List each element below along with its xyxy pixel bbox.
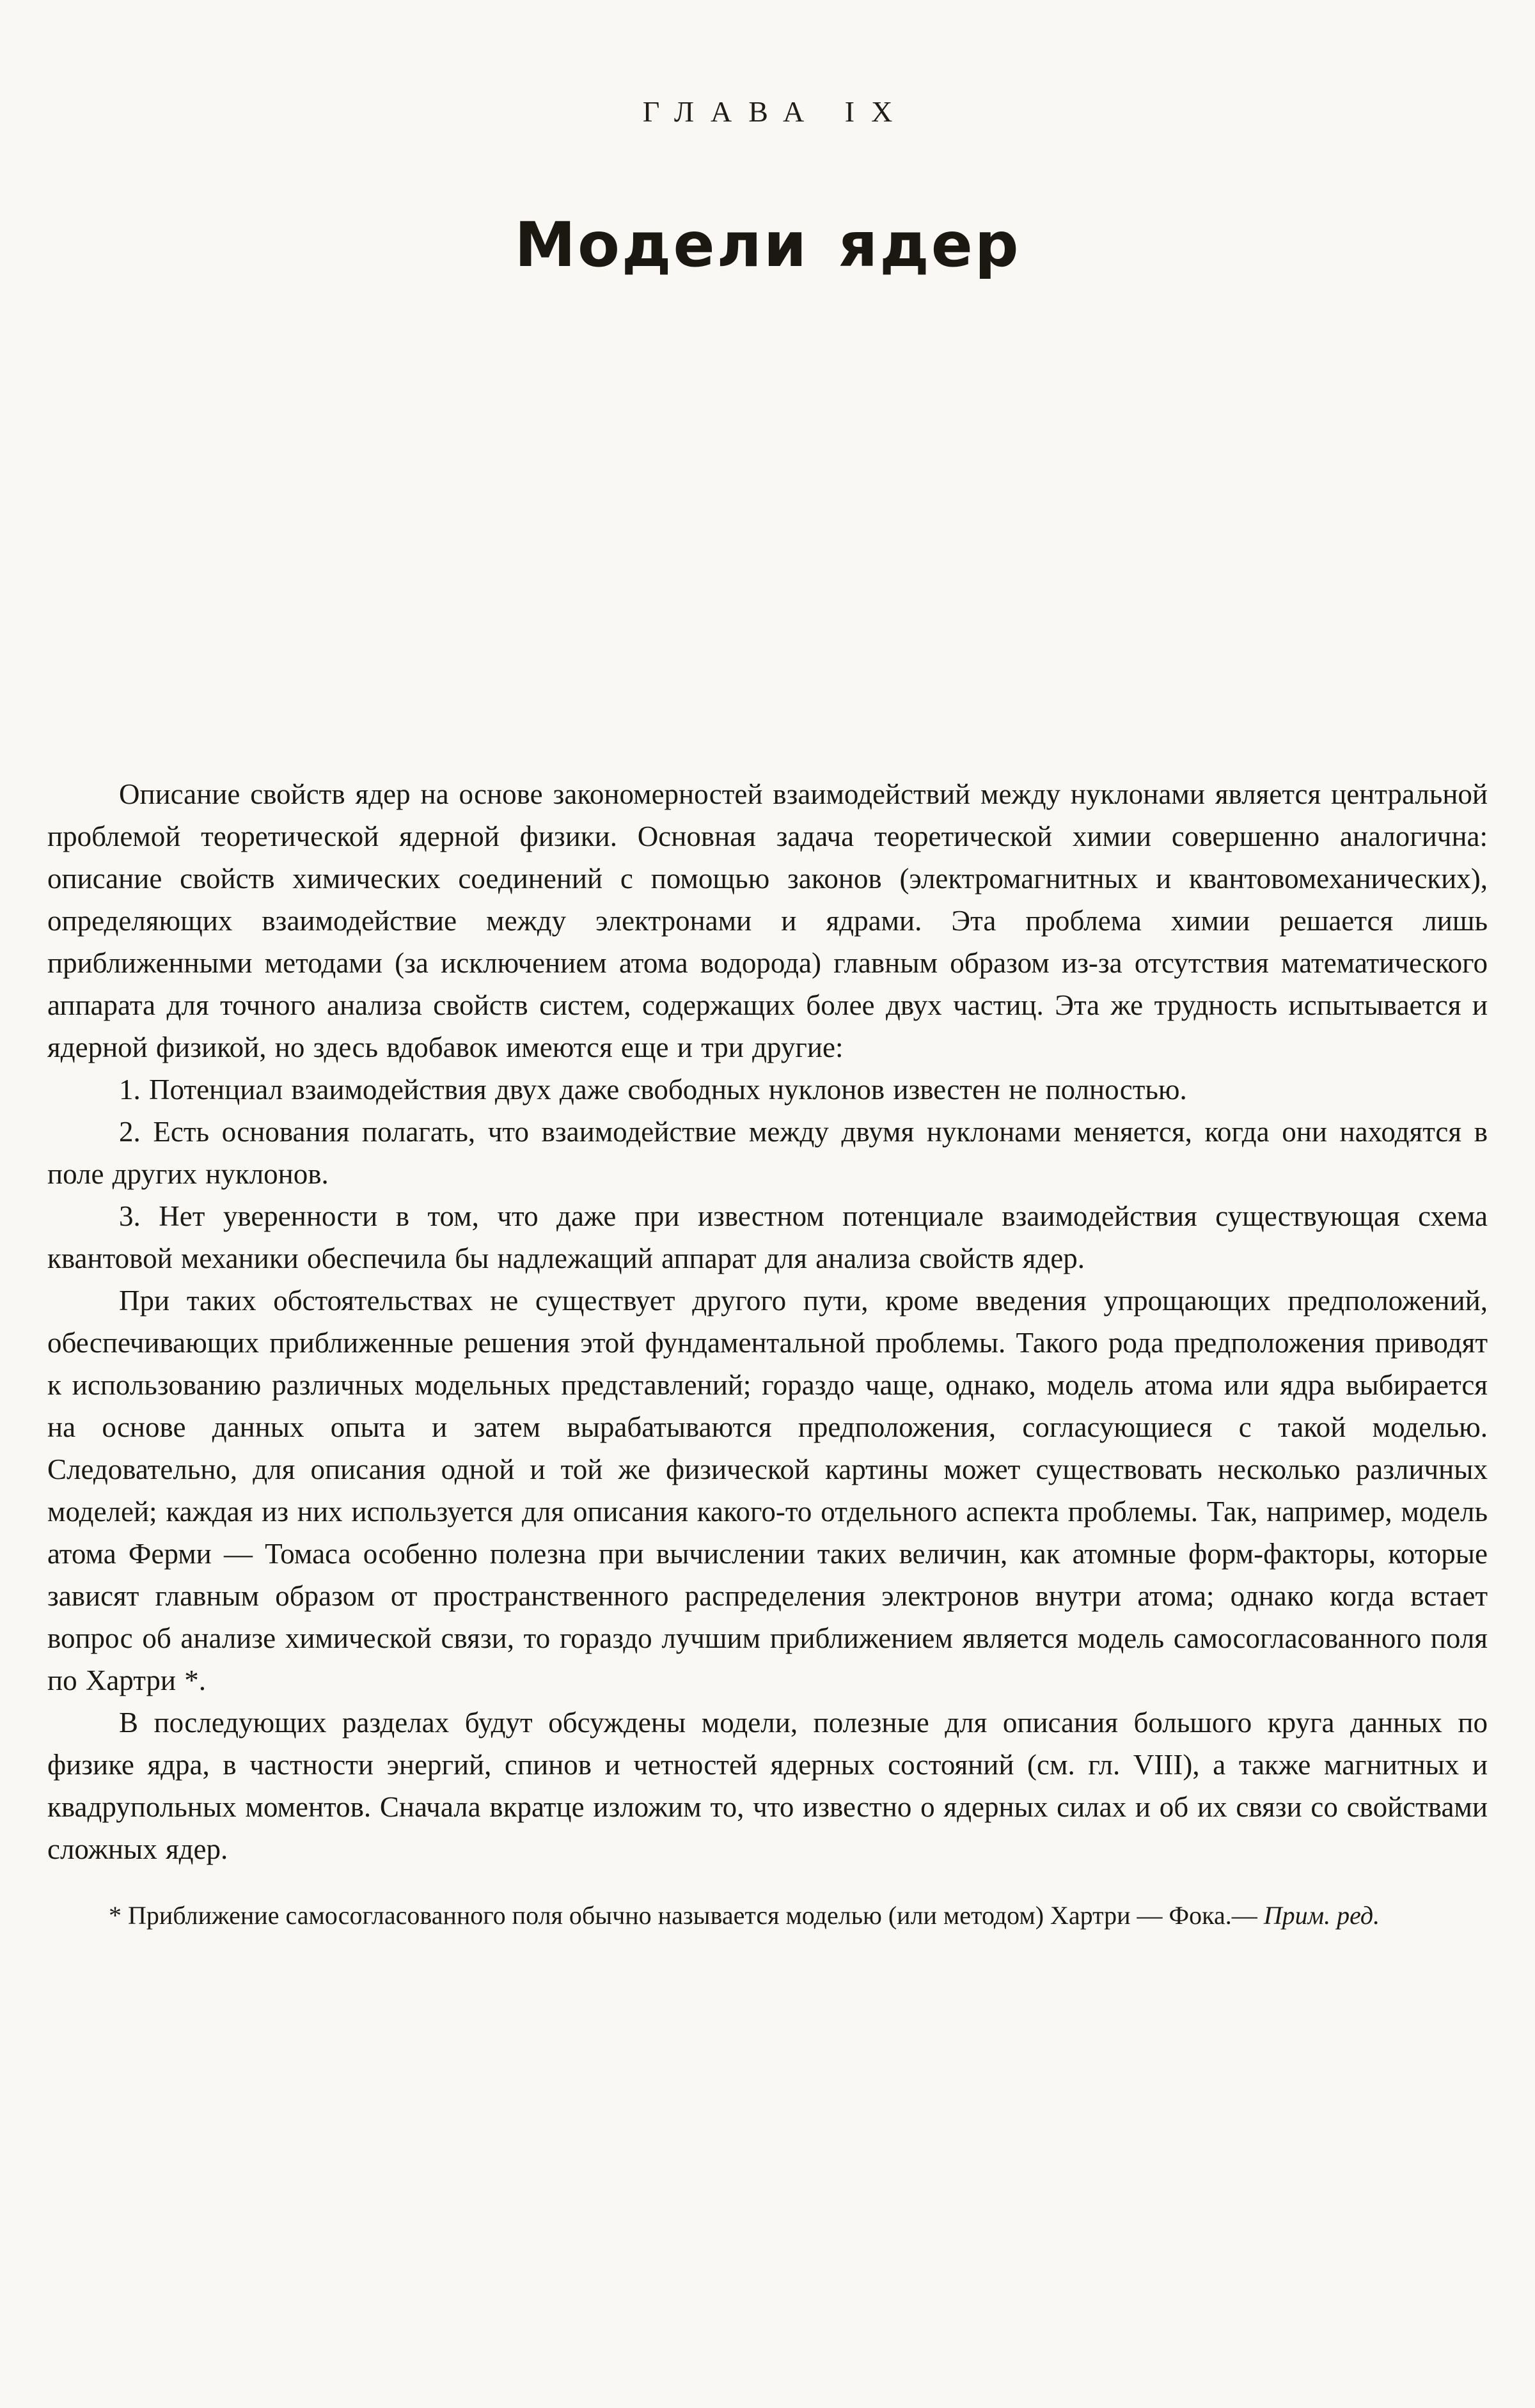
paragraph-list-item-1: 1. Потенциал взаимодействия двух даже свободных нуклонов известен не полностью. (119, 1074, 1187, 1106)
paragraph-intro: Описание свойств ядер на основе закономерностей взаимодействий между нуклонами является центральной проблемой теоретической ядерной физики. Основная задача теоретической химии совершенно аналогична: описание свойств химических соединений с помощью законов (электромагнитных и квантовомеханических), определяющих взаимодействие между электронами и ядрами. Эта проблема химии решается лишь приближенными методами (за исключением атома водорода) главным образом из-за отсутствия математического аппарата для точного анализа свойств систем, содержащих более двух частиц. Эта же трудность испытывается и ядерной физикой, но здесь вдобавок имеются еще и три другие: (47, 778, 1488, 1063)
chapter-title: Модели ядер (514, 209, 1021, 281)
footnote (47, 1897, 1488, 1934)
paragraph-list-item-2: 2. Есть основания полагать, что взаимодействие между двумя нуклонами меняется, когда они находятся в поле других нуклонов. (47, 1116, 1488, 1190)
paragraph-models-discussion: При таких обстоятельствах не существует другого пути, кроме введения упрощающих предположений, обеспечивающих приближенные решения этой фундаментальной проблемы. Такого рода предположения приводят к использованию различных модельных представлений; гораздо чаще, однако, модель атома или ядра выбирается на основе данных опыта и затем вырабатываются предположения, согласующиеся с такой моделью. Следовательно, для описания одной и той же физической картины может существовать несколько различных моделей; каждая из них используется для описания какого-то отдельного аспекта проблемы. Так, например, модель атома Ферми — Томаса особенно полезна при вычислении таких величин, как атомные форм-факторы, которые зависят главным образом от пространственного распределения электронов внутри атома; однако когда встает вопрос об анализе химической связи, то гораздо лучшим приближением является модель самосогласованного поля по Хартри *. (47, 1285, 1488, 1696)
footnote-editor-note: Прим. ред. (1263, 1901, 1380, 1930)
paragraph-chapter-outline: В последующих разделах будут обсуждены модели, полезные для описания большого круга данных по физике ядра, в частности энергий, спинов и четностей ядерных состояний (см. гл. VIII), а также магнитных и квадрупольных моментов. Сначала вкратце изложим то, что известно о ядерных силах и об их связи со свойствами сложных ядер. (47, 1707, 1488, 1865)
paragraph-list-item-3: 3. Нет уверенности в том, что даже при известном потенциале взаимодействия существующая схема квантовой механики обеспечила бы надлежащий аппарат для анализа свойств ядер. (47, 1200, 1488, 1274)
footnote-text: * Приближение самосогласованного поля обычно называется моделью (или методом) Хартри — Фока.— (109, 1901, 1264, 1930)
footnote-paragraph (47, 1897, 1488, 1934)
body-text (47, 773, 1488, 1870)
chapter-label: ГЛАВА IX (642, 95, 909, 128)
